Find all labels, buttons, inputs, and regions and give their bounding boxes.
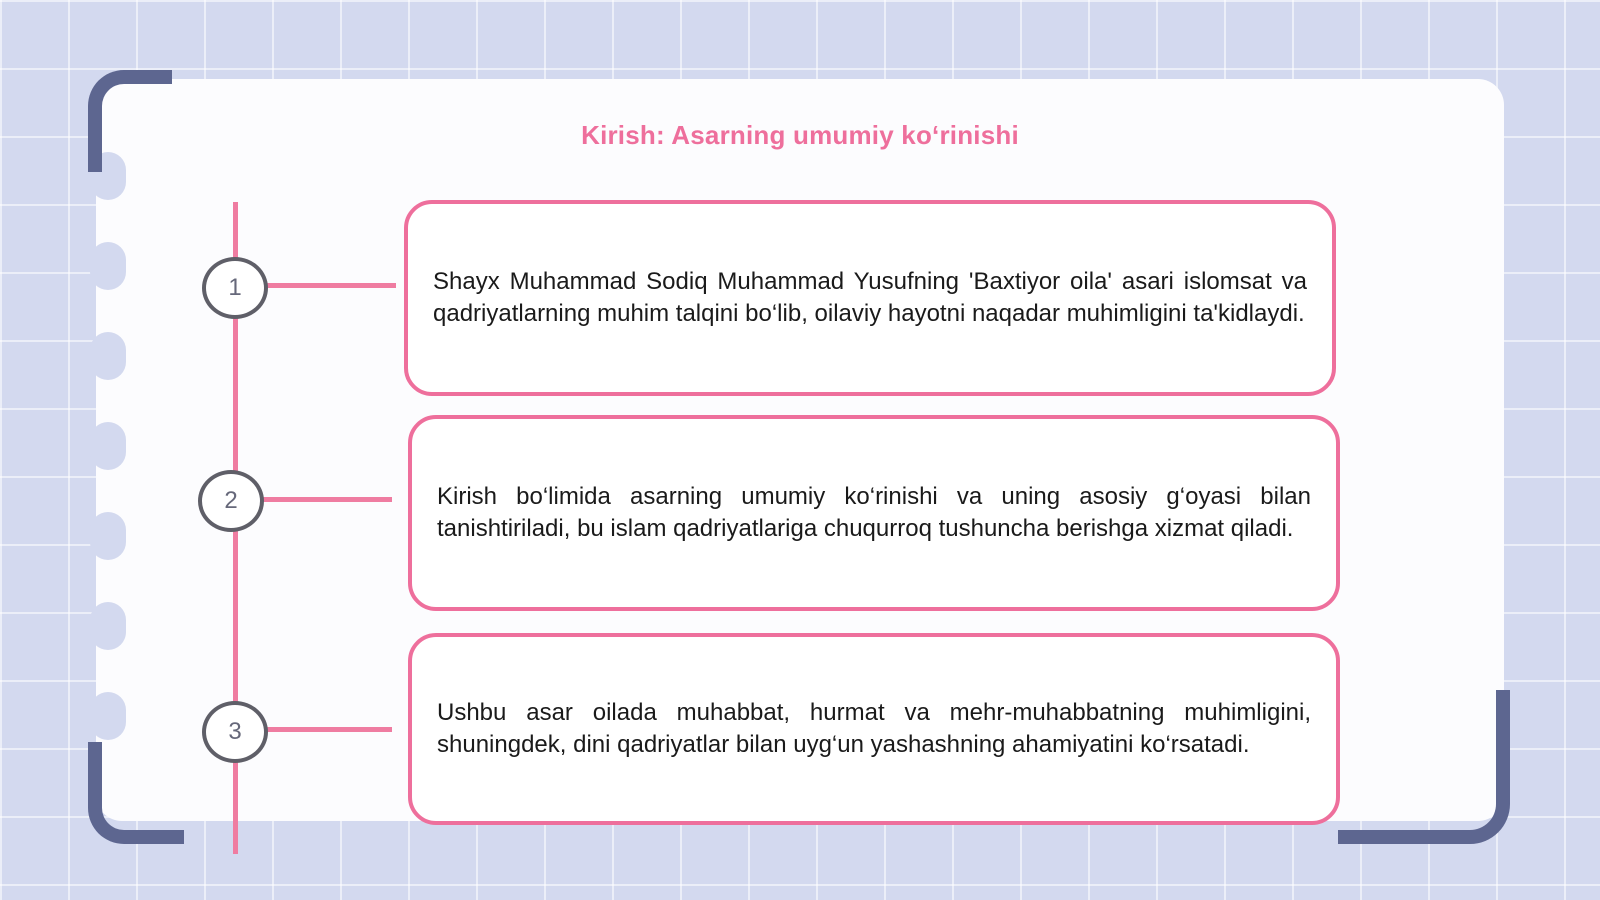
step-text: Shayx Muhammad Sodiq Muhammad Yusufning 'Baxtiyor oila' asari islomsat va qadriyatlarning muhim talqini bo‘lib, oilaviy hayotni naqadar muhimligini ta'kidlaydi.: [433, 268, 1307, 327]
corner-bracket-bottom-left: [88, 742, 184, 844]
binder-notch: [90, 512, 126, 560]
timeline-connector: [262, 727, 392, 732]
step-number-badge: [198, 470, 264, 532]
binder-notch: [90, 242, 126, 290]
timeline-connector: [258, 497, 392, 502]
step-number-badge: [202, 257, 268, 319]
binder-notch: [90, 692, 126, 740]
step-text: Ushbu asar oilada muhabbat, hurmat va mehr-muhabbatning muhimligini, shuningdek, dini qadriyatlar bilan uyg‘un yashashning ahamiyatini ko‘rsatadi.: [437, 699, 1311, 758]
corner-bracket-bottom-right: [1338, 690, 1510, 844]
step-number: 2: [224, 487, 238, 514]
step-card: [408, 633, 1340, 825]
timeline-connector: [262, 283, 396, 288]
binder-notch: [90, 422, 126, 470]
step-number-badge: [202, 701, 268, 763]
step-text: Kirish bo‘limida asarning umumiy ko‘rinishi va uning asosiy g‘oyasi bilan tanishtiriladi, bu islam qadriyatlariga chuqurroq tushuncha berishga xizmat qiladi.: [437, 483, 1311, 542]
step-card: [408, 415, 1340, 611]
step-number: 1: [228, 274, 242, 301]
binder-notch: [90, 602, 126, 650]
step-number: 3: [228, 718, 242, 745]
slide-title: Kirish: Asarning umumiy ko‘rinishi: [581, 120, 1019, 150]
step-card: [404, 200, 1336, 396]
binder-notch: [90, 332, 126, 380]
